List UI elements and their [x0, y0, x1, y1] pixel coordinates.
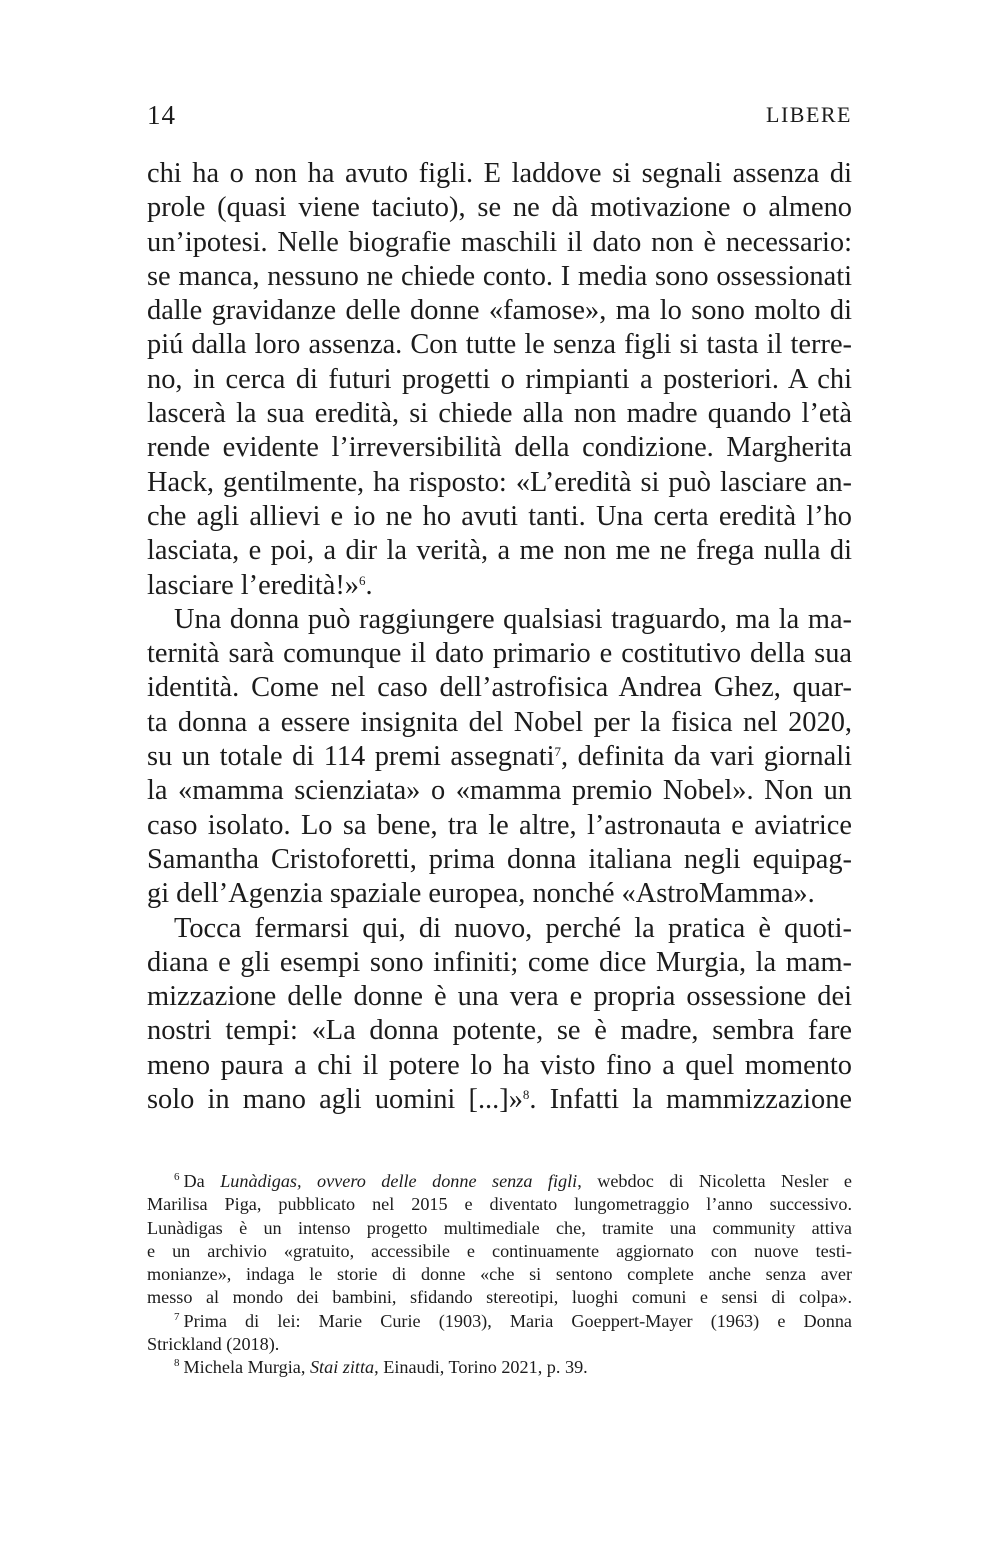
work-title: Stai zitta: [309, 1357, 375, 1378]
footnote-6: [147, 1170, 852, 1193]
text-line: ta donna a essere insignita del Nobel per la fisica nel 2020,: [147, 706, 852, 738]
footnote-ref[interactable]: 6: [359, 572, 366, 588]
text-line: lasciata, e poi, a dir la verità, a me non me ne frega nulla di: [147, 535, 852, 567]
text-run: Prima di lei: Marie Curie (1903), Maria Goeppert-Mayer (1963) e Donna: [183, 1310, 852, 1331]
text-run: .: [365, 569, 373, 601]
text-line: che agli allievi e io ne ho avuti tanti. Una certa eredità l’ho: [147, 500, 852, 532]
text-line: gi dell’Agenzia spaziale europea, nonché «AstroMamma».: [147, 878, 815, 910]
footnote-mark: 7: [174, 1310, 180, 1323]
footnote-line: Lunàdigas è un intenso progetto multimediale che, tramite una community attiva: [147, 1217, 852, 1238]
text-run: su un totale di 114 premi assegnati: [147, 741, 555, 773]
text-run: solo in mano agli uomini [...]»: [147, 1084, 523, 1116]
text-run: Michela Murgia,: [183, 1357, 310, 1378]
text-line: un’ipotesi. Nelle biografie maschili il dato non è necessario:: [147, 226, 852, 258]
text-run: , Einaudi, Torino 2021, p. 39.: [374, 1357, 588, 1378]
text-line: ternità sarà comunque il dato primario e costitutivo della sua: [147, 638, 852, 670]
text-line: caso isolato. Lo sa bene, tra le altre, l’astronauta e aviatrice: [147, 809, 852, 841]
text-run: . Infatti la mammizzazione: [529, 1084, 852, 1116]
page-header: [147, 100, 852, 136]
text-line: dalle gravidanze delle donne «famose», ma lo sono molto di: [147, 295, 852, 327]
text-line: identità. Come nel caso dell’astrofisica Andrea Ghez, quar-: [147, 672, 852, 704]
text-line: mizzazione delle donne è una vera e propria ossessione dei: [147, 981, 852, 1013]
work-title: Lunàdigas, ovvero delle donne senza figli: [220, 1171, 578, 1191]
text-line: rende evidente l’irreversibilità della condizione. Margherita: [147, 432, 852, 464]
text-run: Da: [183, 1171, 221, 1191]
footnote-line: Strickland (2018).: [147, 1334, 280, 1355]
body-text: [147, 157, 852, 1117]
footnote-mark: 6: [174, 1171, 180, 1183]
text-line: la «mamma scienziata» o «mamma premio Nobel». Non un: [147, 775, 852, 807]
text-line: [147, 569, 852, 603]
text-line: meno paura a chi il potere lo ha visto fino a quel momento: [147, 1049, 852, 1081]
footnote-ref[interactable]: 7: [554, 744, 562, 760]
text-run: , webdoc di Nicoletta Nesler e: [577, 1171, 852, 1191]
footnote-line: monianze», indaga le storie di donne «che si sentono complete anche senza aver: [147, 1264, 852, 1285]
footnote-7: [147, 1310, 852, 1333]
text-line: piú dalla loro assenza. Con tutte le senza figli si tasta il terre-: [147, 329, 852, 361]
text-run: lasciare l’eredità!»: [147, 569, 360, 601]
footnotes: [147, 1170, 852, 1380]
text-line: no, in cerca di futuri progetti o rimpianti a posteriori. A chi: [147, 363, 852, 395]
text-line: Tocca fermarsi qui, di nuovo, perché la pratica è quoti-: [174, 912, 852, 944]
text-line: Una donna può raggiungere qualsiasi traguardo, ma la ma-: [174, 603, 852, 635]
text-line: nostri tempi: «La donna potente, se è madre, sembra fare: [147, 1015, 852, 1047]
running-head: LIBERE: [766, 102, 852, 127]
text-line: prole (quasi viene taciuto), se ne dà motivazione o almeno: [147, 192, 852, 224]
text-line: [147, 1083, 852, 1117]
text-run: , definita da vari giornali: [561, 741, 852, 773]
text-line: Samantha Cristoforetti, prima donna italiana negli equipag-: [147, 843, 852, 875]
text-line: diana e gli esempi sono infiniti; come dice Murgia, la mam-: [147, 946, 852, 978]
footnote-8: [147, 1356, 852, 1379]
text-line: se manca, nessuno ne chiede conto. I media sono ossessionati: [147, 260, 852, 292]
footnote-ref[interactable]: 8: [522, 1087, 530, 1103]
page-number: 14: [147, 100, 176, 130]
footnote-line: Marilisa Piga, pubblicato nel 2015 e diventato lungometraggio l’anno successivo.: [147, 1194, 852, 1215]
text-line: chi ha o non ha avuto figli. E laddove si segnali assenza di: [147, 158, 852, 189]
text-line: [147, 740, 852, 774]
footnote-line: messo al mondo dei bambini, sfidando stereotipi, luoghi comuni e sensi di colpa».: [147, 1287, 852, 1308]
footnote-mark: 8: [174, 1357, 180, 1370]
text-line: Hack, gentilmente, ha risposto: «L’eredità si può lasciare an-: [147, 466, 852, 498]
text-line: lascerà la sua eredità, si chiede alla non madre quando l’età: [147, 398, 852, 430]
footnote-line: e un archivio «gratuito, accessibile e continuamente aggiornato con nuove testi-: [147, 1240, 852, 1261]
